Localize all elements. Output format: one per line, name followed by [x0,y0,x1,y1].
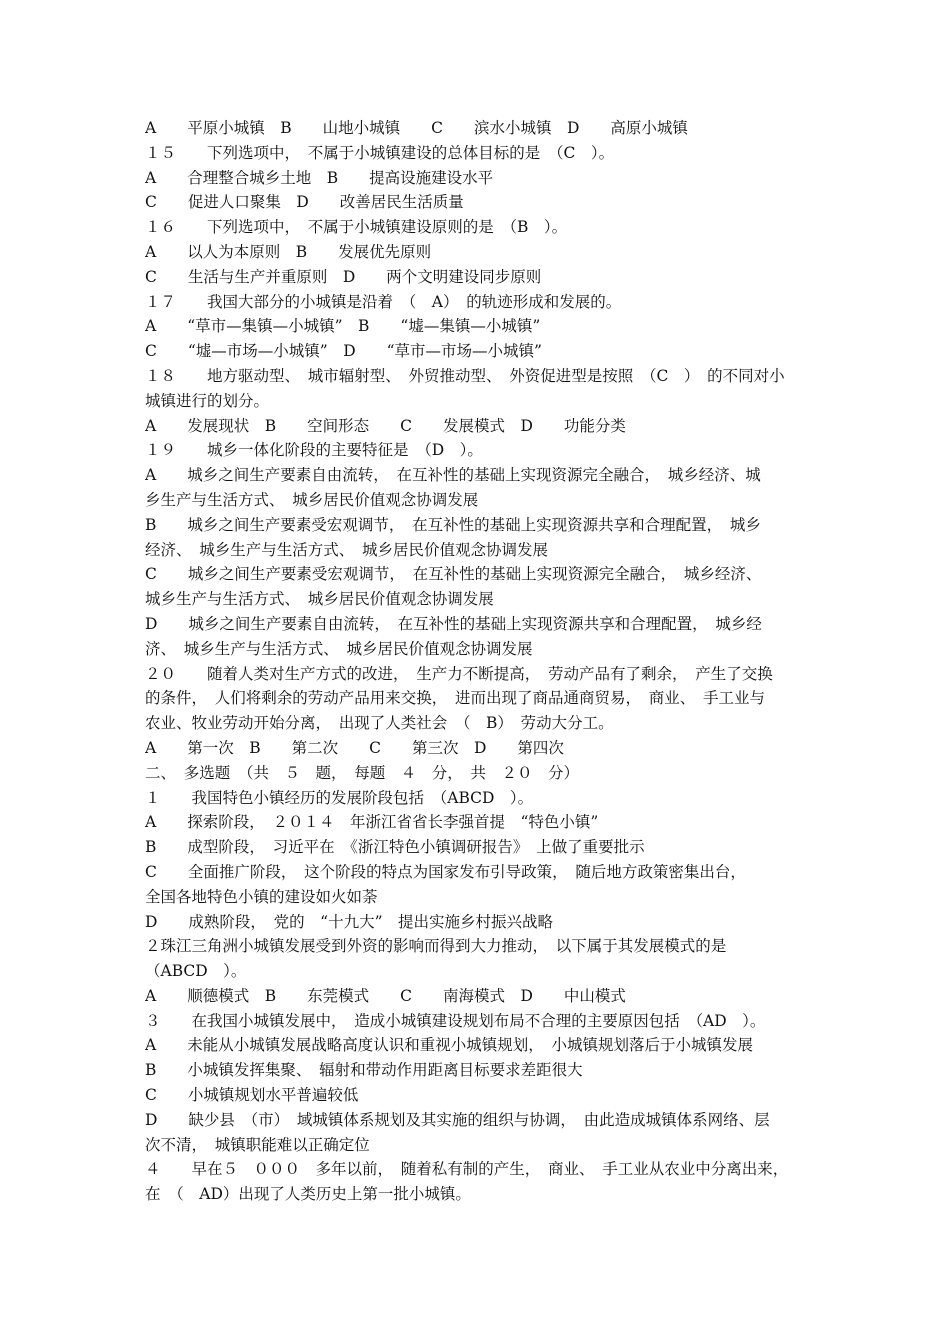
text-line: D 城乡之间生产要素自由流转， 在互补性的基础上实现资源共享和合理配置， 城乡经 [145,614,762,633]
text-line: C 小城镇规划水平普遍较低 [145,1086,359,1105]
text-line: A 平原小城镇 B 山地小城镇 C 滨水小城镇 D 高原小城镇 [145,119,688,137]
text-line: A 合理整合城乡土地 B 提高设施建设水平 [145,168,494,187]
text-line: １８ 地方驱动型、 城市辐射型、 外贸推动型、 外资促进型是按照 （C ） 的不同对小 [145,366,785,385]
text-line: C 全面推广阶段， 这个阶段的特点为国家发布引导政策， 随后地方政策密集出台， [145,862,746,881]
text-line: 城镇进行的划分。 [145,391,270,410]
text-line: B 小城镇发挥集聚、 辐射和带动作用距离目标要求差距很大 [145,1061,583,1080]
text-line: １５ 下列选项中， 不属于小城镇建设的总体目标的是 （C ）。 [145,143,615,162]
text-line: 的条件， 人们将剩余的劳动产品用来交换， 进而出现了商品通商贸易， 商业、 手工业与 [145,689,766,708]
text-line: ２珠江三角洲小城镇发展受到外资的影响而得到大力推动， 以下属于其发展模式的是 [145,937,727,956]
text-line: 城乡生产与生活方式、 城乡居民价值观念协调发展 [145,590,494,609]
text-line: A 发展现状 B 空间形态 C 发展模式 D 功能分类 [145,416,626,435]
text-line: C 城乡之间生产要素受宏观调节， 在互补性的基础上实现资源完全融合， 城乡经济、 [145,565,762,584]
text-line: 全国各地特色小镇的建设如火如荼 [145,887,378,906]
text-line: A “草市—集镇—小城镇” B “墟—集镇—小城镇” [145,317,541,336]
text-line: C 促进人口聚集 D 改善居民生活质量 [145,193,464,212]
text-line: 次不清， 城镇职能难以正确定位 [145,1135,370,1154]
text-line: 农业、牧业劳动开始分离， 出现了人类社会 （ B） 劳动大分工。 [145,714,614,733]
text-line: 二、 多选题 （共 ５ 题， 每题 ４ 分， 共 ２０ 分） [145,763,580,782]
text-line: A 顺德模式 B 东莞模式 C 南海模式 D 中山模式 [145,986,626,1005]
text-line: A 以人为本原则 B 发展优先原则 [145,242,432,261]
text-line: B 城乡之间生产要素受宏观调节， 在互补性的基础上实现资源共享和合理配置， 城乡 [145,515,761,534]
text-line: D 缺少县 （市） 域城镇体系规划及其实施的组织与协调， 由此造成城镇体系网络、层 [145,1110,770,1129]
text-line: A 城乡之间生产要素自由流转， 在互补性的基础上实现资源完全融合， 城乡经济、城 [145,466,761,485]
text-line: １６ 下列选项中， 不属于小城镇建设原则的是 （B ）。 [145,218,568,237]
text-line: （ABCD ）。 [145,962,247,981]
text-line: １ 我国特色小镇经历的发展阶段包括 （ABCD ）。 [145,788,534,807]
text-line: A 探索阶段， ２０１４ 年浙江省省长李强首提 “特色小镇” [145,813,599,832]
text-line: １７ 我国大部分的小城镇是沿着 （ A） 的轨迹形成和发展的。 [145,292,622,311]
text-line: D 成熟阶段， 党的 “十九大” 提出实施乡村振兴战略 [145,912,554,931]
text-line: C 生活与生产并重原则 D 两个文明建设同步原则 [145,267,542,286]
text-line: A 第一次 B 第二次 C 第三次 D 第四次 [145,738,564,757]
text-line: B 成型阶段， 习近平在 《浙江特色小镇调研报告》 上做了重要批示 [145,838,645,857]
text-line: 乡生产与生活方式、 城乡居民价值观念协调发展 [145,490,479,509]
text-line: 在 （ AD）出现了人类历史上第一批小城镇。 [145,1185,471,1204]
text-line: C “墟—市场—小城镇” D “草市—市场—小城镇” [145,342,542,361]
text-line: 济、 城乡生产与生活方式、 城乡居民价值观念协调发展 [145,639,533,658]
text-line: A 未能从小城镇发展战略高度认识和重视小城镇规划， 小城镇规划落后于小城镇发展 [145,1036,753,1055]
text-line: ３ 在我国小城镇发展中， 造成小城镇建设规划布局不合理的主要原因包括 （AD ）。 [145,1011,766,1030]
text-line: ４ 早在５ ０００ 多年以前， 随着私有制的产生， 商业、 手工业从农业中分离出来， [145,1160,789,1179]
text-line: 经济、 城乡生产与生活方式、 城乡居民价值观念协调发展 [145,540,549,559]
text-line: １９ 城乡一体化阶段的主要特征是 （D ）。 [145,441,483,460]
text-line: ２０ 随着人类对生产方式的改进， 生产力不断提高， 劳动产品有了剩余， 产生了交换 [145,664,773,683]
document-body [145,116,810,1207]
